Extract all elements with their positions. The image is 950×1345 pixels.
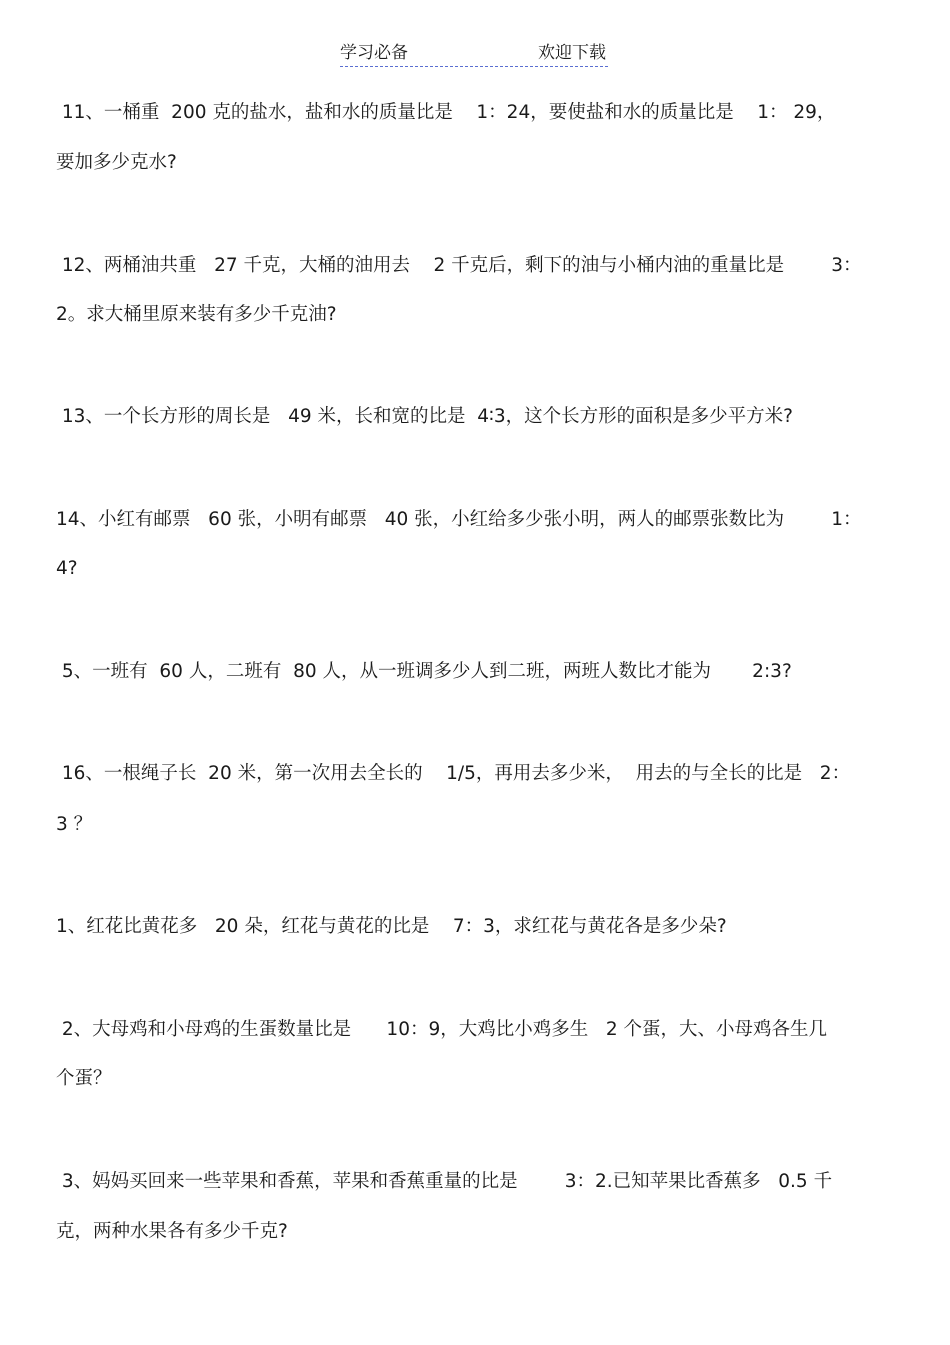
problem-2-line-1: 2、大母鸡和小母鸡的生蛋数量比是 10：9，大鸡比小鸡多生 2 个蛋，大、小母鸡各生几 — [56, 1019, 828, 1040]
problem-15-line-1: 5、一班有 60 人，二班有 80 人，从一班调多少人到二班，两班人数比才能为 2:3? — [56, 661, 792, 682]
header-right-text: 欢迎下载 — [538, 43, 606, 63]
problem-1-line-1: 1、红花比黄花多 20 朵，红花与黄花的比是 7：3，求红花与黄花各是多少朵? — [56, 916, 727, 937]
header-left-text: 学习必备 — [340, 43, 408, 63]
problem-13-line-1: 13、一个长方形的周长是 49 米，长和宽的比是 4∶3，这个长方形的面积是多少平方米? — [56, 406, 793, 427]
problem-3-line-1: 3、妈妈买回来一些苹果和香蕉，苹果和香蕉重量的比是 3：2.已知苹果比香蕉多 0.5 千 — [56, 1171, 833, 1192]
problem-14-line-2: 4? — [56, 558, 78, 579]
problem-12-line-1: 12、两桶油共重 27 千克，大桶的油用去 2 千克后，剩下的油与小桶内油的重量比是 3： — [56, 255, 862, 276]
problem-16-line-2: 3 ？ — [56, 814, 93, 835]
problem-11-line-2: 要加多少克水? — [56, 152, 177, 173]
problem-2-line-2: 个蛋？ — [56, 1068, 112, 1089]
problem-11-line-1: 11、一桶重 200 克的盐水，盐和水的质量比是 1：24，要使盐和水的质量比是 1： 29， — [56, 102, 836, 123]
problem-3-line-2: 克，两种水果各有多少千克? — [56, 1221, 288, 1242]
problem-14-line-1: 14、小红有邮票 60 张，小明有邮票 40 张，小红给多少张小明，两人的邮票张数比为 1： — [56, 509, 862, 530]
problem-12-line-2: 2。求大桶里原来装有多少千克油? — [56, 304, 337, 325]
page-header — [340, 42, 608, 67]
problem-16-line-1: 16、一根绳子长 20 米，第一次用去全长的 1/5，再用去多少米， 用去的与全长的比是 2： — [56, 763, 851, 784]
